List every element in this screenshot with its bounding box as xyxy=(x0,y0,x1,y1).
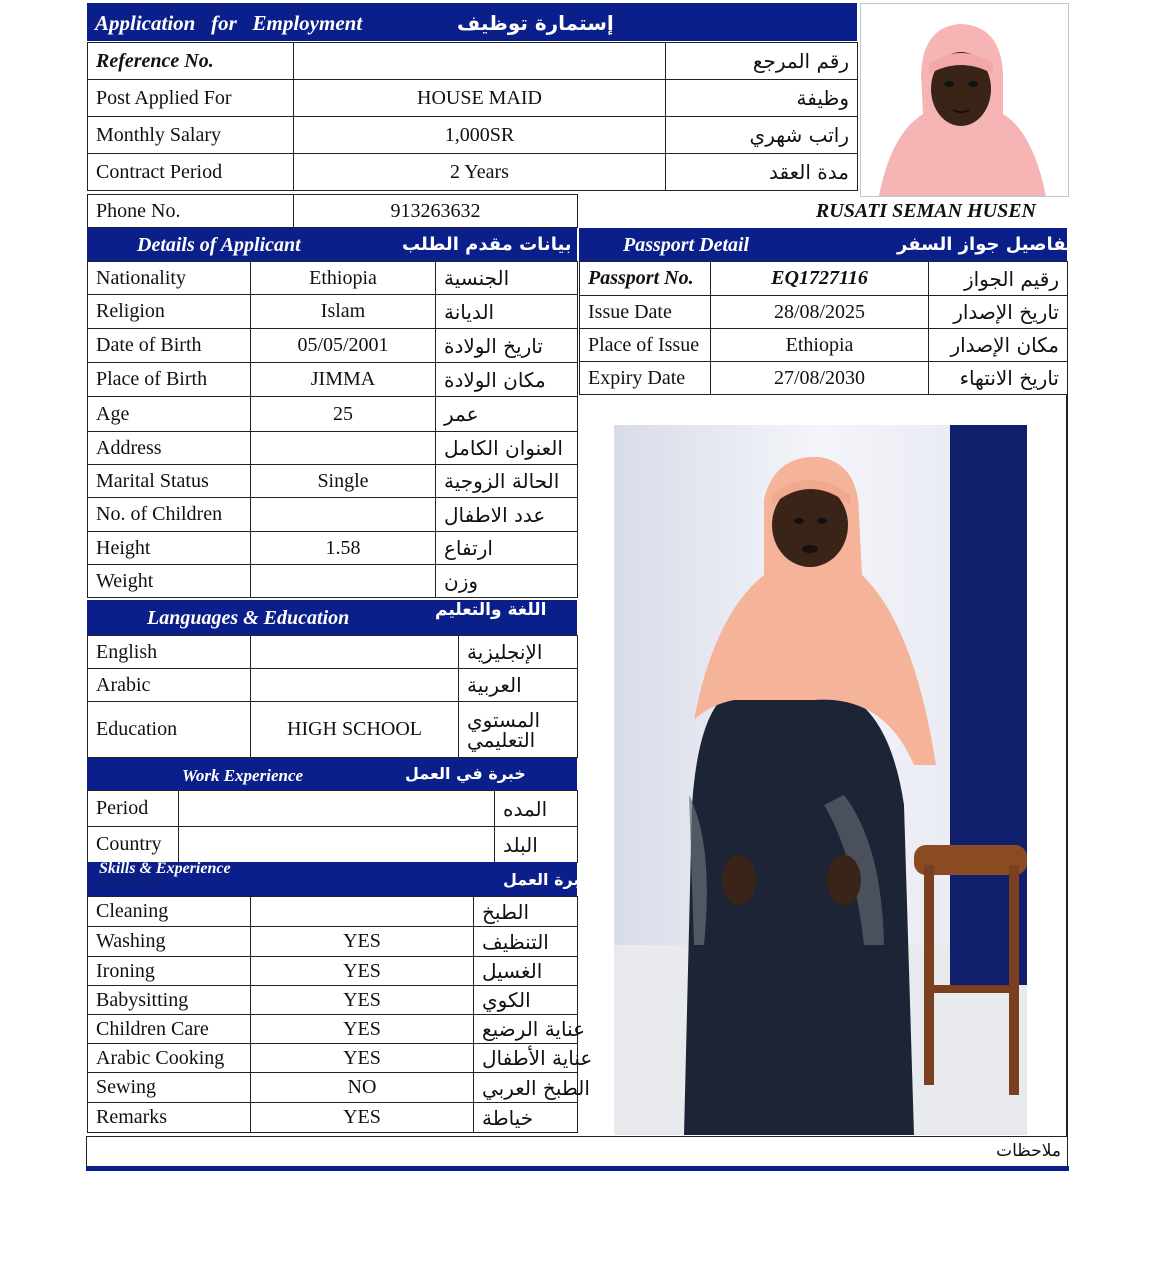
period-label: Period xyxy=(88,791,179,827)
row-country xyxy=(88,827,578,863)
row-address xyxy=(88,432,578,465)
row-phone xyxy=(88,195,578,228)
period-value xyxy=(179,791,495,827)
languages-title-en: Languages & Education xyxy=(147,607,350,629)
row-dob xyxy=(88,329,578,363)
row-arabic xyxy=(88,669,578,702)
pob-label-ar: مكان الولادة xyxy=(436,363,578,397)
issue-date-value: 28/08/2025 xyxy=(711,296,929,329)
skills-overlap-text: Cooking xyxy=(95,871,161,892)
skills-header xyxy=(87,860,592,896)
skill-7-value: YES xyxy=(251,1103,474,1133)
application-header xyxy=(87,3,857,41)
skill-3-label: Babysitting xyxy=(88,986,251,1015)
religion-label-ar: الديانة xyxy=(436,295,578,329)
issue-date-label-ar: تاريخ الإصدار xyxy=(929,296,1068,329)
skill-1-label: Washing xyxy=(88,927,251,957)
nationality-value: Ethiopia xyxy=(251,262,436,295)
skill-2-label: Ironing xyxy=(88,957,251,986)
row-skill-0 xyxy=(88,897,578,927)
age-label: Age xyxy=(88,397,251,432)
row-issue-date xyxy=(580,296,1068,329)
weight-label-ar: وزن xyxy=(436,565,578,598)
skill-2-label-ar: الغسيل xyxy=(474,957,578,986)
row-pob xyxy=(88,363,578,397)
skill-5-label-ar: عناية الأطفال xyxy=(474,1044,578,1073)
religion-label: Religion xyxy=(88,295,251,329)
applicant-header xyxy=(87,228,577,261)
skill-1-value: YES xyxy=(251,927,474,957)
english-label: English xyxy=(88,636,251,669)
row-skill-1 xyxy=(88,927,578,957)
skill-6-label: Sewing xyxy=(88,1073,251,1103)
expiry-value: 27/08/2030 xyxy=(711,362,929,395)
application-title-en: Application for Employment xyxy=(95,11,363,35)
place-issue-label-ar: مكان الإصدار xyxy=(929,329,1068,362)
row-religion xyxy=(88,295,578,329)
row-skill-3 xyxy=(88,986,578,1015)
applicant-title-ar: بيانات مقدم الطلب xyxy=(402,234,572,255)
application-title-ar: إستمارة توظيف xyxy=(457,11,614,35)
post-label-ar: وظيفة xyxy=(666,80,858,117)
remarks-label-ar: ملاحظات xyxy=(996,1141,1061,1161)
contract-label: Contract Period xyxy=(88,154,294,191)
remarks-box xyxy=(86,1136,1068,1167)
place-issue-value: Ethiopia xyxy=(711,329,929,362)
salary-value: 1,000SR xyxy=(294,117,666,154)
religion-value: Islam xyxy=(251,295,436,329)
work-header xyxy=(87,758,577,790)
row-weight xyxy=(88,565,578,598)
bottom-rule xyxy=(86,1166,1069,1171)
address-value xyxy=(251,432,436,465)
skill-0-value xyxy=(251,897,474,927)
skill-2-value: YES xyxy=(251,957,474,986)
row-skill-6 xyxy=(88,1073,578,1103)
education-label: Education xyxy=(88,702,251,758)
row-age xyxy=(88,397,578,432)
passport-no-value: EQ1727116 xyxy=(711,262,929,296)
english-label-ar: الإنجليزية xyxy=(459,636,578,669)
skill-3-value: YES xyxy=(251,986,474,1015)
skill-4-label: Children Care xyxy=(88,1015,251,1044)
pob-value: JIMMA xyxy=(251,363,436,397)
education-label-ar: المستوي التعليمي xyxy=(459,702,578,758)
education-value: HIGH SCHOOL xyxy=(251,702,459,758)
contract-value: 2 Years xyxy=(294,154,666,191)
skill-5-value: YES xyxy=(251,1044,474,1073)
arabic-value xyxy=(251,669,459,702)
passport-no-label-ar: رقيم الجواز xyxy=(929,262,1068,296)
issue-date-label: Issue Date xyxy=(580,296,711,329)
full-body-svg xyxy=(614,425,1027,1135)
dob-value: 05/05/2001 xyxy=(251,329,436,363)
languages-table xyxy=(87,635,578,758)
work-table xyxy=(87,790,578,863)
skill-7-label: Remarks xyxy=(88,1103,251,1133)
row-marital xyxy=(88,465,578,498)
skills-title-en: Skills & Experience xyxy=(99,860,231,877)
nationality-label: Nationality xyxy=(88,262,251,295)
skill-6-label-ar: الطبخ العربي xyxy=(474,1073,578,1103)
row-height xyxy=(88,532,578,565)
english-value xyxy=(251,636,459,669)
expiry-label: Expiry Date xyxy=(580,362,711,395)
right-column-frame xyxy=(1066,395,1068,1137)
salary-label: Monthly Salary xyxy=(88,117,294,154)
post-value: HOUSE MAID xyxy=(294,80,666,117)
height-label-ar: ارتفاع xyxy=(436,532,578,565)
skill-1-label-ar: التنظيف xyxy=(474,927,578,957)
weight-label: Weight xyxy=(88,565,251,598)
skill-5-label: Arabic Cooking xyxy=(88,1044,251,1073)
children-label: No. of Children xyxy=(88,498,251,532)
marital-value: Single xyxy=(251,465,436,498)
applicant-table xyxy=(87,261,578,598)
row-contract xyxy=(88,154,858,191)
phone-label: Phone No. xyxy=(88,195,294,228)
place-issue-label: Place of Issue xyxy=(580,329,711,362)
passport-no-label: Passport No. xyxy=(580,262,711,296)
dob-label: Date of Birth xyxy=(88,329,251,363)
skill-4-label-ar: عناية الرضيع xyxy=(474,1015,578,1044)
height-value: 1.58 xyxy=(251,532,436,565)
skills-table xyxy=(87,896,593,1133)
age-value: 25 xyxy=(251,397,436,432)
full-body-photo xyxy=(614,425,1027,1135)
passport-header xyxy=(579,228,1074,261)
skill-6-value: NO xyxy=(251,1073,474,1103)
country-value xyxy=(179,827,495,863)
marital-label-ar: الحالة الزوجية xyxy=(436,465,578,498)
children-value xyxy=(251,498,436,532)
passport-table xyxy=(579,261,1068,395)
reference-label: Reference No. xyxy=(88,43,294,80)
work-title-ar: خبرة في العمل xyxy=(405,764,526,783)
languages-header xyxy=(87,600,577,635)
nationality-label-ar: الجنسية xyxy=(436,262,578,295)
row-period xyxy=(88,791,578,827)
row-nationality xyxy=(88,262,578,295)
portrait-svg xyxy=(861,4,1068,196)
phone-table xyxy=(87,194,578,228)
period-label-ar: المده xyxy=(495,791,578,827)
languages-title-ar: اللغة والتعليم xyxy=(435,600,547,620)
row-skill-7 xyxy=(88,1103,578,1133)
height-label: Height xyxy=(88,532,251,565)
pob-label: Place of Birth xyxy=(88,363,251,397)
country-label: Country xyxy=(88,827,179,863)
address-label-ar: العنوان الكامل xyxy=(436,432,578,465)
row-skill-2 xyxy=(88,957,578,986)
applicant-name: RUSATI SEMAN HUSEN xyxy=(815,200,1036,222)
country-label-ar: البلد xyxy=(495,827,578,863)
row-reference xyxy=(88,43,858,80)
arabic-label-ar: العربية xyxy=(459,669,578,702)
reference-value xyxy=(294,43,666,80)
marital-label: Marital Status xyxy=(88,465,251,498)
reference-label-ar: رقم المرجع xyxy=(666,43,858,80)
passport-title-ar: تفاصيل جواز السفر xyxy=(897,234,1074,255)
skill-3-label-ar: الكوي xyxy=(474,986,578,1015)
skills-title-ar: خبرة العمل xyxy=(503,870,592,889)
row-expiry xyxy=(580,362,1068,395)
applicant-title-en: Details of Applicant xyxy=(137,234,301,256)
portrait-photo xyxy=(860,3,1069,197)
skill-0-label-ar: الطبخ xyxy=(474,897,578,927)
row-education xyxy=(88,702,578,758)
passport-title-en: Passport Detail xyxy=(623,234,750,256)
salary-label-ar: راتب شهري xyxy=(666,117,858,154)
row-salary xyxy=(88,117,858,154)
work-title-en: Work Experience xyxy=(182,766,304,785)
arabic-label: Arabic xyxy=(88,669,251,702)
row-english xyxy=(88,636,578,669)
skill-0-label: Cleaning xyxy=(88,897,251,927)
row-post xyxy=(88,80,858,117)
top-info-table xyxy=(87,42,858,191)
row-place-issue xyxy=(580,329,1068,362)
phone-value: 913263632 xyxy=(294,195,578,228)
contract-label-ar: مدة العقد xyxy=(666,154,858,191)
age-label-ar: عمر xyxy=(436,397,578,432)
children-label-ar: عدد الاطفال xyxy=(436,498,578,532)
row-skill-4 xyxy=(88,1015,578,1044)
skill-7-label-ar: خياطة xyxy=(474,1103,578,1133)
dob-label-ar: تاريخ الولادة xyxy=(436,329,578,363)
address-label: Address xyxy=(88,432,251,465)
expiry-label-ar: تاريخ الانتهاء xyxy=(929,362,1068,395)
skill-4-value: YES xyxy=(251,1015,474,1044)
weight-value xyxy=(251,565,436,598)
row-skill-5 xyxy=(88,1044,578,1073)
row-children xyxy=(88,498,578,532)
row-passport-no xyxy=(580,262,1068,296)
post-label: Post Applied For xyxy=(88,80,294,117)
